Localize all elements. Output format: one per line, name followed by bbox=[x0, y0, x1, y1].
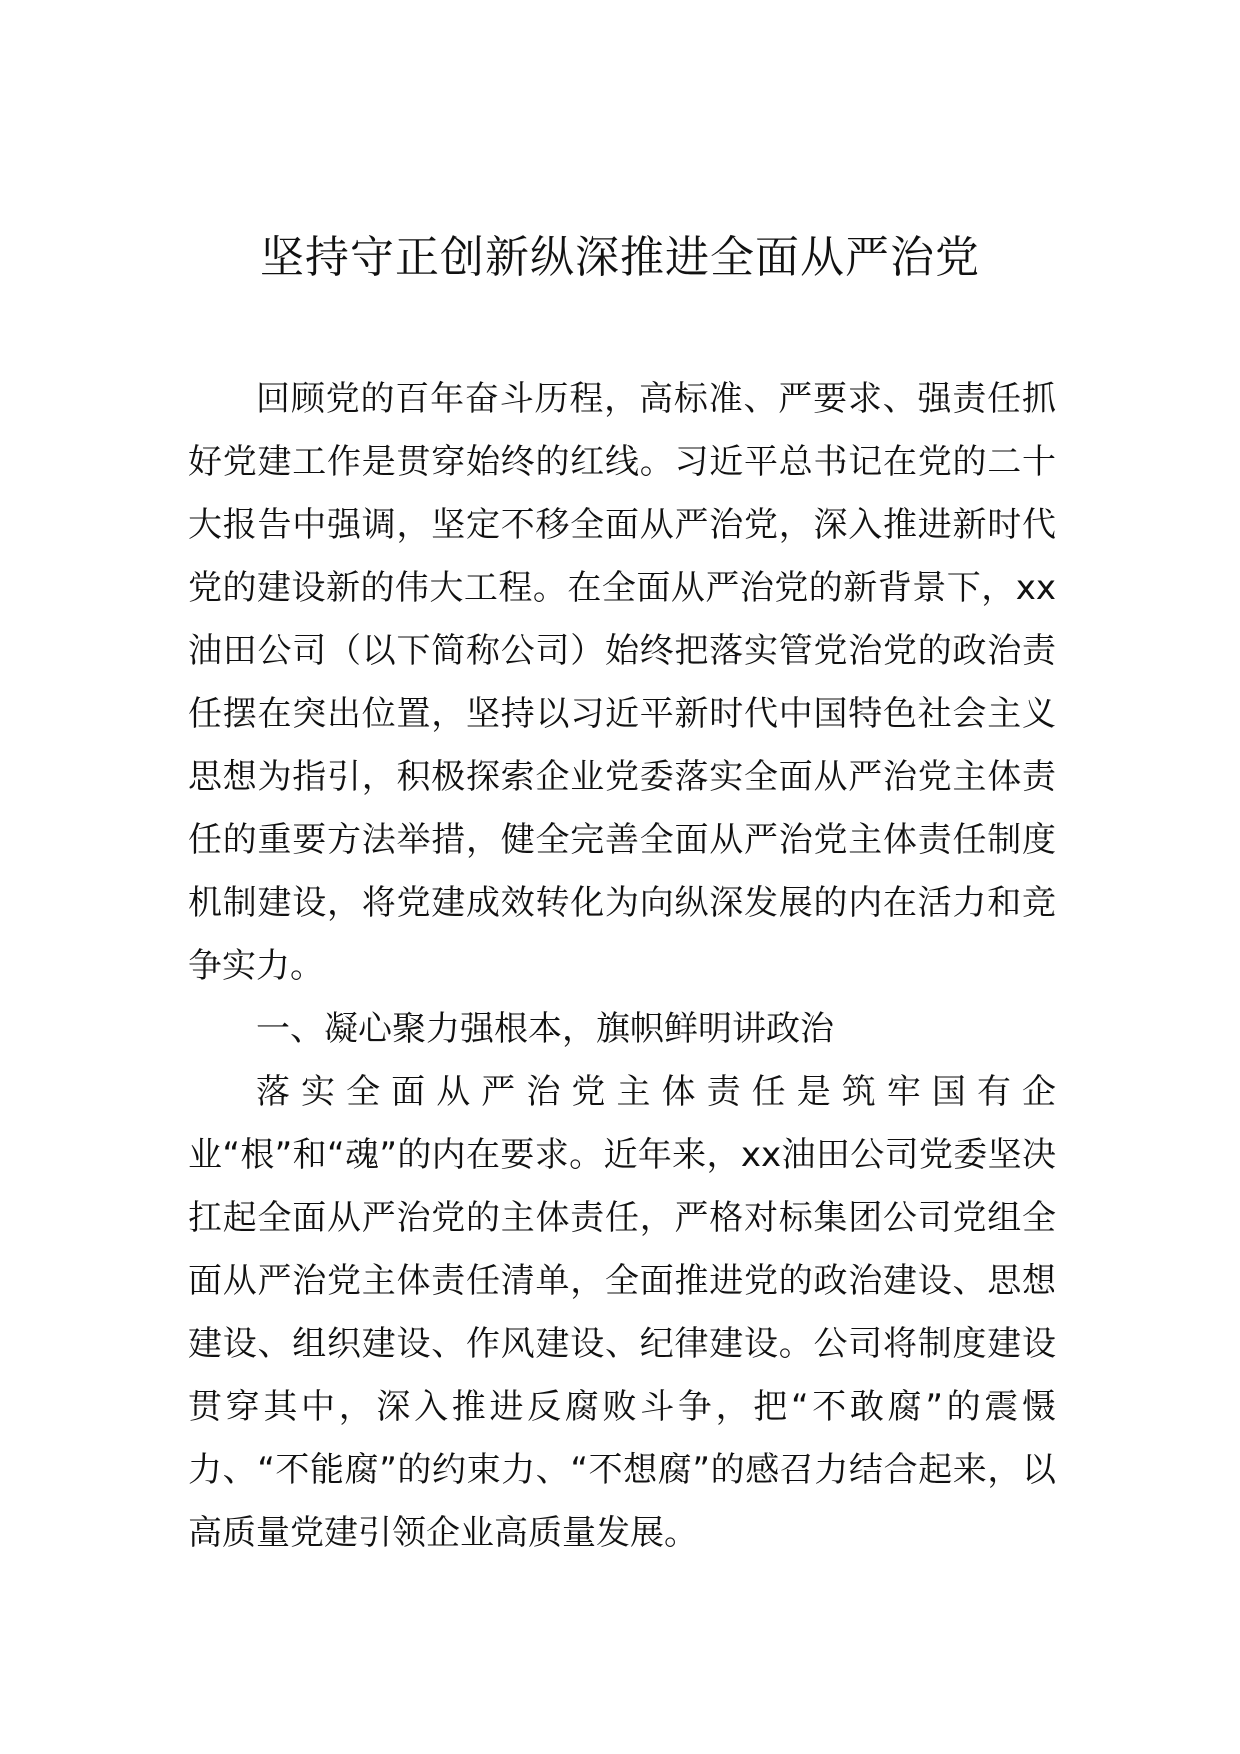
paragraph-intro: 回顾党的百年奋斗历程，高标准、严要求、强责任抓好党建工作是贯穿始终的红线。习近平总书记在党的二十大报告中强调，坚定不移全面从严治党，深入推进新时代党的建设新的伟大工程。在全面从严治党的新背景下，xx油田公司（以下简称公司）始终把落实管党治党的政治责任摆在突出位置，坚持以习近平新时代中国特色社会主义思想为指引，积极探索企业党委落实全面从严治党主体责任的重要方法举措，健全完善全面从严治党主体责任制度机制建设，将党建成效转化为向纵深发展的内在活力和竞争实力。 bbox=[188, 379, 1056, 986]
paragraph-section-1: 落实全面从严治党主体责任是筑牢国有企业“根”和“魂”的内在要求。近年来，xx油田公司党委坚决扛起全面从严治党的主体责任，严格对标集团公司党组全面从严治党主体责任清单，全面推进党的政治建设、思想建设、组织建设、作风建设、纪律建设。公司将制度建设贯穿其中，深入推进反腐败斗争，把“不敢腐”的震慑力、“不能腐”的约束力、“不想腐”的感召力结合起来，以高质量党建引领企业高质量发展。 bbox=[188, 1072, 1056, 1553]
section-heading-1: 一、凝心聚力强根本，旗帜鲜明讲政治 bbox=[256, 1009, 834, 1049]
document-body bbox=[188, 368, 1056, 1565]
document-title: 坚持守正创新纵深推进全面从严治党 bbox=[260, 232, 980, 283]
